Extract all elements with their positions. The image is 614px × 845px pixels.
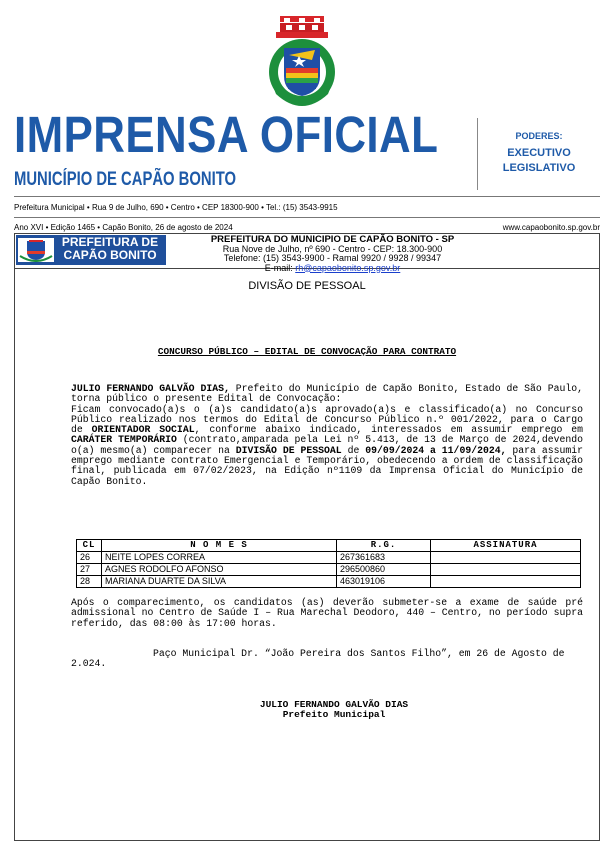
- divider: [14, 217, 600, 218]
- division-title: DIVISÃO DE PESSOAL: [248, 280, 366, 292]
- signatory-name: JULIO FERNANDO GALVÃO DIAS: [259, 699, 409, 710]
- text: , conforme abaixo indicado, interessados em assumir emprego em: [194, 424, 583, 436]
- publication-subtitle: MUNICÍPIO DE CAPÃO BONITO: [14, 169, 237, 190]
- document-header: [170, 235, 495, 273]
- powers-block: [484, 131, 594, 176]
- paragraph-intro: [71, 384, 583, 405]
- col-signature: ASSINATURA: [431, 540, 581, 552]
- cell-name: NEITE LOPES CORREA: [102, 552, 337, 564]
- edital-title: CONCURSO PÚBLICO – EDITAL DE CONVOCAÇÃO PARA CONTRATO: [157, 346, 457, 357]
- org-email-line: [170, 264, 495, 274]
- edital-body: [71, 384, 583, 487]
- job-title: ORIENTADOR SOCIAL: [91, 424, 195, 436]
- document-frame: [14, 233, 600, 841]
- cell-cl: 27: [77, 564, 102, 576]
- logo-text-line2: CAPÃO BONITO: [63, 248, 157, 262]
- publication-title: IMPRENSA OFICIAL: [14, 106, 439, 163]
- cell-name: MARIANA DUARTE DA SILVA: [102, 576, 337, 588]
- edition-line: Ano XVI • Edição 1465 • Capão Bonito, 26 de agosto de 2024: [14, 223, 233, 232]
- org-phone: Telefone: (15) 3543-9900 - Ramal 9920 / 9928 / 99347: [223, 253, 442, 263]
- divider: [477, 118, 478, 190]
- closing-text: Paço Municipal Dr. “João Pereira dos Santos Filho”, em 26 de Agosto de 2.024.: [71, 648, 565, 670]
- text: de: [341, 444, 366, 456]
- intro-text: Prefeito do Município de Capão Bonito, Estado de São Paulo, torna público o presente Edital de Convocação:: [71, 383, 583, 405]
- org-address: Rua Nove de Julho, nº 690 - Centro - CEP: 18.300-900: [222, 243, 443, 254]
- mayor-name: JULIO FERNANDO GALVÃO DIAS,: [71, 383, 230, 394]
- table-row: [77, 576, 581, 588]
- power-executive: EXECUTIVO: [507, 147, 571, 159]
- table-row: [77, 564, 581, 576]
- powers-label: PODERES:: [515, 131, 563, 141]
- signatory-title: Prefeito Municipal: [282, 709, 386, 720]
- signature-block: [14, 700, 614, 720]
- division-name: DIVISÃO DE PESSOAL: [235, 444, 342, 456]
- email-link[interactable]: rh@capaobonito.sp.gov.br: [295, 262, 401, 273]
- cell-signature: [431, 576, 581, 588]
- address-line: Prefeitura Municipal • Rua 9 de Julho, 690 • Centro • CEP 18300-900 • Tel.: (15) 3543-9915: [14, 203, 338, 212]
- cell-name: AGNES RODOLFO AFONSO: [102, 564, 337, 576]
- cell-rg: 463019106: [337, 576, 431, 588]
- paragraph-convocation: [71, 405, 583, 487]
- power-legislative: LEGISLATIVO: [502, 162, 576, 174]
- candidates-table: [76, 539, 581, 588]
- email-label: E-mail:: [264, 262, 296, 273]
- org-name: PREFEITURA DO MUNICIPIO DE CAPÃO BONITO - SP: [210, 234, 455, 245]
- regime: CARÁTER TEMPORÁRIO: [71, 434, 177, 446]
- dates: 09/09/2024 a 11/09/2024,: [365, 444, 507, 456]
- cell-cl: 26: [77, 552, 102, 564]
- cell-rg: 267361683: [337, 552, 431, 564]
- municipal-crest-icon: [262, 14, 342, 112]
- cell-signature: [431, 564, 581, 576]
- cell-signature: [431, 552, 581, 564]
- text: (contrato,amparada pela Lei nº 5.413, de 13 de Março de 2024,devendo o(a) mesmo(a) comparecer na: [71, 434, 583, 456]
- divider: [14, 196, 600, 197]
- table-row: [77, 552, 581, 564]
- logo-text-line1: PREFEITURA DE: [61, 235, 159, 249]
- col-rg: R.G.: [337, 540, 431, 552]
- logo-text: [58, 236, 162, 262]
- website-link[interactable]: www.capaobonito.sp.gov.br: [502, 223, 600, 232]
- text: Ficam convocado(a)s o (a)s candidato(a)s aprovado(a)s e classificado(a) no Concurso Público realizado nos termos do Edital de Concurso Público n.º 001/2022, para o Cargo de: [71, 403, 583, 436]
- paragraph-health-exam: Após o comparecimento, os candidatos (as) deverão submeter-se a exame de saúde pré admissional no Centro de Saúde I – Rua Marechal Deodoro, 440 – Centro, no período supra referido, das 08:00 às 17:00 horas.: [71, 597, 583, 629]
- table-header-row: [77, 540, 581, 552]
- paragraph-closing: [71, 649, 583, 670]
- crest-icon: [18, 238, 54, 262]
- cell-cl: 28: [77, 576, 102, 588]
- col-names: N O M E S: [102, 540, 337, 552]
- col-cl: CL: [77, 540, 102, 552]
- text: para assumir emprego mediante contrato Emergencial e Temporário, obedecendo a ordem de classificação final, publicada em 07/02/2023, na Edição nº1109 da Imprensa Oficial do Município de Capão Bonito.: [71, 444, 583, 487]
- cell-rg: 296500860: [337, 564, 431, 576]
